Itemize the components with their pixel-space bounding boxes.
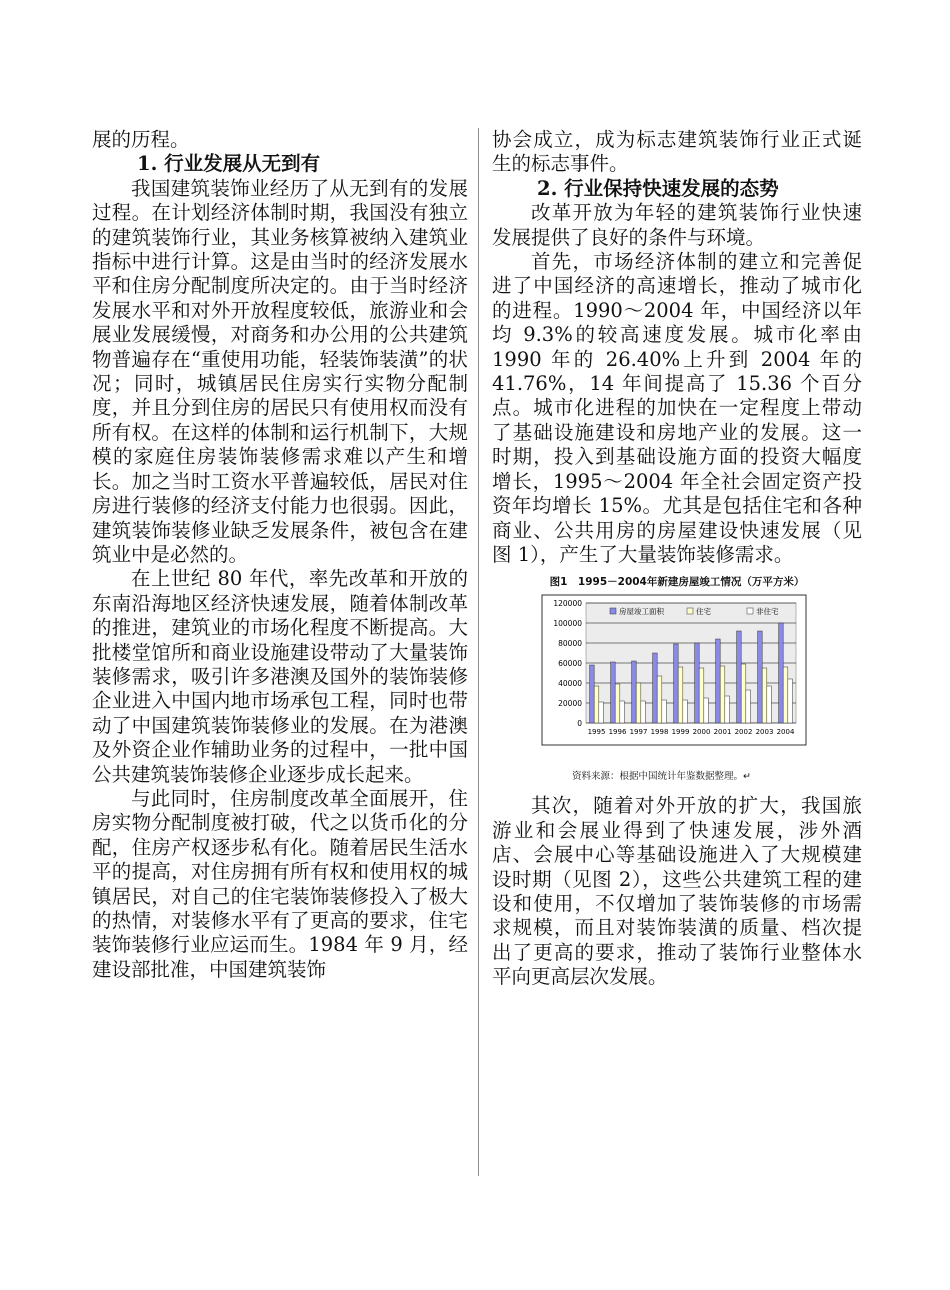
- x-tick-label: 2003: [755, 728, 774, 737]
- paragraph: 协会成立，成为标志建筑装饰行业正式诞生的标志事件。: [492, 128, 862, 176]
- bar: [662, 700, 667, 723]
- bar: [657, 676, 662, 723]
- bar: [594, 686, 599, 723]
- left-column: [92, 128, 468, 982]
- y-tick-label: 0: [577, 719, 582, 729]
- x-tick-label: 2002: [734, 728, 753, 737]
- section-heading-2: 2. 行业保持快速发展的态势: [537, 176, 779, 200]
- figure-source: 资料来源：根据中国统计年鉴数据整理。↵: [572, 771, 751, 783]
- bar: [704, 698, 709, 723]
- legend-label: 住宅: [696, 607, 711, 617]
- right-column: [492, 128, 862, 990]
- bar: [599, 702, 604, 723]
- legend-label: 房屋竣工面积: [619, 607, 664, 617]
- chart-title: 图1 1995－2004年新建房屋竣工情况（万平方米）: [549, 576, 805, 589]
- x-tick-label: 2004: [776, 728, 795, 737]
- bar: [737, 631, 742, 723]
- paragraph: 与此同时，住房制度改革全面展开，住房实物分配制度被打破，代之以货币化的分配，住房产权逐步私有化。随着居民生活水平的提高，对住房拥有所有权和使用权的城镇居民，对自己的住宅装饰装修投入了极大的热情，对装修水平有了更高的要求，住宅装饰装修行业应运而生。1984 年 9 月，经建设部批准，中国建筑装饰: [92, 786, 468, 981]
- y-tick-label: 80000: [558, 639, 582, 649]
- bar: [615, 684, 620, 723]
- bar: [620, 701, 625, 723]
- x-tick-label: 1997: [629, 728, 648, 737]
- y-tick-label: 40000: [558, 679, 582, 689]
- x-tick-label: 2000: [692, 728, 711, 737]
- bar: [783, 667, 788, 723]
- column-divider: [478, 128, 479, 1176]
- bar: [746, 690, 751, 723]
- y-tick-label: 60000: [558, 659, 582, 669]
- legend-swatch: [687, 608, 693, 614]
- paragraph: 首先，市场经济体制的建立和完善促进了中国经济的高速增长，推动了城市化的进程。1990～2004 年，中国经济以年均 9.3%的较高速度发展。城市化率由 1990 年的 26.40%上升到 2004 年的 41.76%，14 年间提高了 15.36 个百分点。城市化进程的加快在一定程度上带动了基础设施建设和房地产业的发展。这一时期，投入到基础设施方面的投资大幅度增长，1995～2004 年全社会固定资产投资年均增长 15%。尤其是包括住宅和各种商业、公共用房的房屋建设快速发展（见图 1），产生了大量装饰装修需求。: [492, 250, 862, 566]
- paragraph: 其次，随着对外开放的扩大，我国旅游业和会展业得到了快速发展，涉外酒店、会展中心等基础设施进入了大规模建设时期（见图 2），这些公共建筑工程的建设和使用，不仅增加了装饰装修的市场需求规模，而且对装饰装潢的质量、档次提出了更高的要求，推动了装饰行业整体水平向更高层次发展。: [492, 794, 862, 989]
- bar: [699, 668, 704, 723]
- bar: [762, 668, 767, 723]
- figure-1: [492, 575, 862, 790]
- bar-chart: [492, 593, 862, 769]
- section-heading-1: 1. 行业发展从无到有: [137, 152, 321, 176]
- bar: [758, 631, 763, 723]
- x-tick-label: 1999: [671, 728, 690, 737]
- x-tick-label: 1995: [587, 728, 606, 737]
- y-tick-label: 120000: [553, 599, 582, 609]
- y-tick-label: 20000: [558, 699, 582, 709]
- x-tick-label: 1998: [650, 728, 669, 737]
- bar: [632, 661, 637, 723]
- bar: [683, 700, 688, 723]
- x-tick-label: 1996: [608, 728, 627, 737]
- y-tick-label: 100000: [553, 619, 582, 629]
- paragraph: 改革开放为年轻的建筑装饰行业快速发展提供了良好的条件与环境。: [492, 201, 862, 249]
- bar: [653, 653, 658, 723]
- bar: [641, 701, 646, 723]
- legend-swatch: [610, 608, 616, 614]
- bar: [788, 679, 793, 723]
- bar: [678, 667, 683, 723]
- bar: [767, 686, 772, 723]
- bar: [720, 666, 725, 723]
- bar: [636, 683, 641, 723]
- bar: [674, 644, 679, 723]
- bar: [725, 696, 730, 723]
- legend-label: 非住宅: [756, 607, 779, 617]
- paragraph: 我国建筑装饰业经历了从无到有的发展过程。在计划经济体制时期，我国没有独立的建筑装饰行业，其业务核算被纳入建筑业指标中进行计算。这是由当时的经济发展水平和住房分配制度所决定的。由于当时经济发展水平和对外开放程度较低，旅游业和会展业发展缓慢，对商务和办公用的公共建筑物普遍存在“重使用功能，轻装饰装潢”的状况；同时，城镇居民住房实行实物分配制度，并且分到住房的居民只有使用权而没有所有权。在这样的体制和运行机制下，大规模的家庭住房装饰装修需求难以产生和增长。加之当时工资水平普遍较低，居民对住房进行装修的经济支付能力也很弱。因此，建筑装饰装修业缺乏发展条件，被包含在建筑业中是必然的。: [92, 176, 468, 566]
- bar: [695, 643, 700, 723]
- bar: [741, 664, 746, 723]
- bar: [590, 665, 595, 723]
- bar: [611, 662, 616, 723]
- paragraph: 在上世纪 80 年代，率先改革和开放的东南沿海地区经济快速发展，随着体制改革的推进，建筑业的市场化程度不断提高。大批楼堂馆所和商业设施建设带动了大量装饰装修需求，吸引许多港澳及国外的装饰装修企业进入中国内地市场承包工程，同时也带动了中国建筑装饰装修业的发展。在为港澳及外资企业作辅助业务的过程中，一批中国公共建筑装饰装修企业逐步成长起来。: [92, 567, 468, 786]
- bar: [779, 623, 784, 723]
- x-tick-label: 2001: [713, 728, 732, 737]
- bar: [716, 639, 721, 723]
- paragraph: 展的历程。: [92, 128, 190, 151]
- legend-swatch: [747, 608, 753, 614]
